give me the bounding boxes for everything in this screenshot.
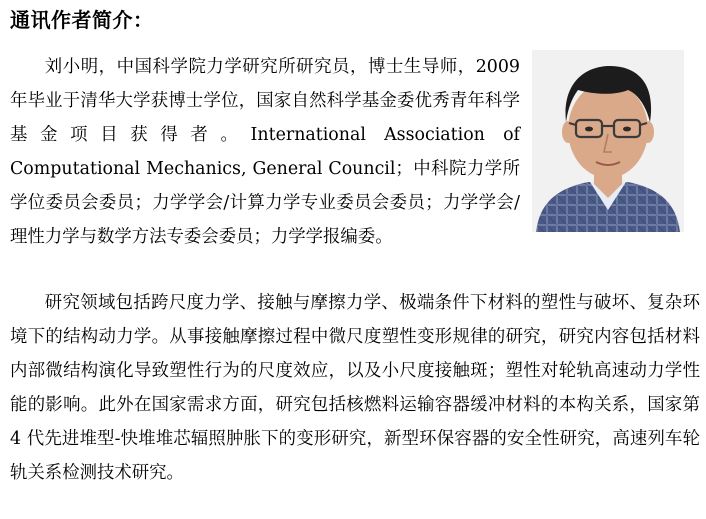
section-title: 通讯作者简介： bbox=[10, 8, 154, 32]
research-paragraph: 研究领域包括跨尺度力学、接触与摩擦力学、极端条件下材料的塑性与破坏、复杂环境下的结构动力学。从事接触摩擦过程中微尺度塑性变形规律的研究，研究内容包括材料内部微结构演化导致塑性行为的尺度效应，以及小尺度接触斑；塑性对轮轨高速动力学性能的影响。此外在国家需求方面，研究包括核燃料运输容器缓冲材料的本构关系，国家第 4 代先进堆型-快堆堆芯辐照肿胀下的变形研究，新型环保容器的安全性研究，高速列车轮轨关系检测技术研究。 bbox=[10, 293, 700, 483]
author-photo bbox=[532, 50, 684, 232]
research-section bbox=[10, 286, 700, 490]
bio-paragraph: 刘小明，中国科学院力学研究所研究员，博士生导师，2009 年毕业于清华大学获博士学位，国家自然科学基金委优秀青年科学基金项目获得者。International Association of Computational Mechanics, General Council；中科院力学所学位委员会委员；力学学会/计算力学专业委员会委员；力学学会/理性力学与数学方法专委会委员；力学学报编委。 bbox=[10, 57, 520, 247]
face bbox=[568, 82, 648, 178]
bio-section bbox=[10, 50, 520, 254]
portrait-icon bbox=[532, 50, 684, 232]
